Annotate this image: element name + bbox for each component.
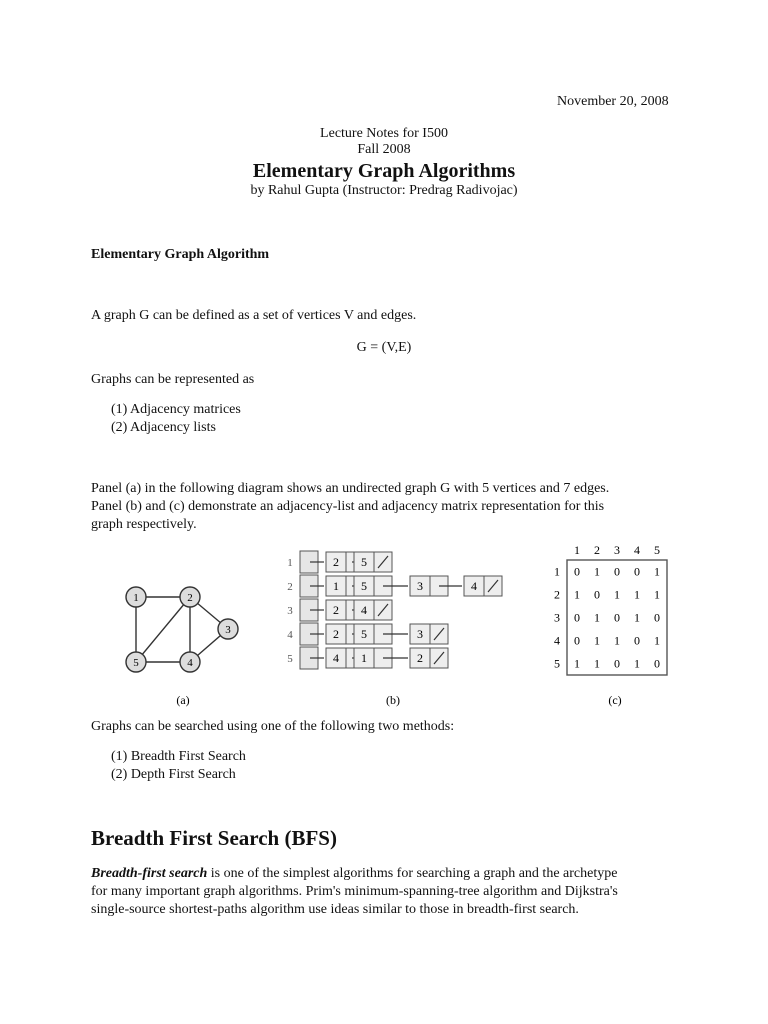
list-row-label: 3 [287,605,293,617]
matrix-row-header: 2 [554,587,560,602]
byline: by Rahul Gupta (Instructor: Predrag Radivojac) [250,183,518,198]
list-node-value: 5 [361,627,367,641]
matrix-cell: 1 [594,564,600,579]
list-node [410,648,448,668]
matrix-cell: 0 [614,610,620,625]
list-node-value: 2 [333,627,339,641]
bfs-heading: Breadth First Search (BFS) [91,826,337,850]
matrix-cell: 1 [634,610,640,625]
panel-text-line: Panel (b) and (c) demonstrate an adjacency-list and adjacency matrix representation for this [91,499,605,514]
list-row-label: 4 [287,629,293,641]
matrix-cell: 1 [594,610,600,625]
graph-figure [110,540,670,708]
list-node [354,600,392,620]
panel-a-undirected-graph [126,587,238,672]
panel-text-line: Panel (a) in the following diagram shows an undirected graph G with 5 vertices and 7 edges. [91,481,610,496]
matrix-cell: 1 [634,587,640,602]
panel-description [91,480,691,534]
matrix-col-header: 5 [654,543,660,557]
matrix-row-header: 5 [554,656,560,671]
intro-paragraph: A graph G can be defined as a set of vertices V and edges. [91,308,417,323]
list-row-label: 2 [287,581,293,593]
matrix-col-header: 3 [614,543,620,557]
matrix-cell: 0 [654,656,660,671]
matrix-row-header: 4 [554,633,560,648]
caption-c: (c) [608,693,622,707]
bfs-paragraph [91,865,711,919]
matrix-cell: 1 [574,587,580,602]
list-node [464,576,502,596]
section-heading: Elementary Graph Algorithm [91,247,270,262]
list-item: (2) Depth First Search [111,767,236,782]
bfs-term: Breadth-first search [91,866,208,881]
course-label: Lecture Notes for I500 [320,126,448,141]
term-label: Fall 2008 [357,142,411,157]
list-node-value: 4 [333,651,339,665]
matrix-cell: 0 [594,587,600,602]
matrix-cell: 1 [654,633,660,648]
matrix-cell: 0 [654,610,660,625]
bfs-line: for many important graph algorithms. Prim's minimum-spanning-tree algorithm and Dijkstra's [91,884,618,899]
matrix-cell: 1 [614,587,620,602]
bfs-line: single-source shortest-paths algorithm use ideas similar to those in breadth-first search. [91,902,579,917]
list-node-value: 4 [471,579,477,593]
list-node [410,624,448,644]
list-node-value: 2 [333,603,339,617]
matrix-cell: 0 [634,633,640,648]
matrix-cell: 1 [654,587,660,602]
matrix-cell: 0 [574,610,580,625]
vertex-label: 1 [133,592,139,604]
list-node [354,552,392,572]
graph-formula: G = (V,E) [356,340,412,355]
list-node-value: 3 [417,627,423,641]
vertex-label: 2 [187,592,193,604]
list-node-value: 1 [361,651,367,665]
matrix-cell: 0 [614,564,620,579]
vertex-label: 4 [187,657,193,669]
list-node-value: 5 [361,555,367,569]
document-date: November 20, 2008 [557,94,669,109]
matrix-col-header: 2 [594,543,600,557]
list-node-value: 2 [333,555,339,569]
list-node-value: 3 [417,579,423,593]
matrix-col-header: 4 [634,543,640,557]
matrix-cell: 1 [594,656,600,671]
list-node-value: 5 [361,579,367,593]
list-item: (1) Breadth First Search [111,749,246,764]
graph-edge [136,597,190,662]
panel-b-adjacency-list [287,551,502,669]
caption-a: (a) [176,693,190,707]
matrix-cell: 1 [574,656,580,671]
matrix-cell: 0 [574,633,580,648]
panel-c-adjacency-matrix [554,543,667,675]
list-item: (2) Adjacency lists [111,420,216,435]
matrix-cell: 0 [634,564,640,579]
document-title: Elementary Graph Algorithms [252,160,516,182]
list-item: (1) Adjacency matrices [111,402,241,417]
panel-text-line: graph respectively. [91,517,197,532]
matrix-row-header: 1 [554,564,560,579]
matrix-cell: 1 [634,656,640,671]
list-row-label: 1 [287,557,293,569]
matrix-cell: 1 [654,564,660,579]
caption-b: (b) [386,693,400,707]
matrix-cell: 0 [614,656,620,671]
list-row-label: 5 [287,653,293,665]
matrix-col-header: 1 [574,543,580,557]
vertex-label: 5 [133,657,139,669]
representation-list [111,401,241,437]
representation-intro: Graphs can be represented as [91,372,255,387]
list-node-value: 1 [333,579,339,593]
matrix-row-header: 3 [554,610,560,625]
search-methods-list [111,748,246,784]
vertex-label: 3 [225,624,231,636]
matrix-cell: 1 [614,633,620,648]
bfs-line-text: is one of the simplest algorithms for searching a graph and the archetype [207,866,618,881]
search-intro: Graphs can be searched using one of the following two methods: [91,719,455,734]
matrix-cell: 0 [574,564,580,579]
matrix-cell: 1 [594,633,600,648]
list-node-value: 2 [417,651,423,665]
bfs-line [91,865,711,883]
list-node-value: 4 [361,603,367,617]
